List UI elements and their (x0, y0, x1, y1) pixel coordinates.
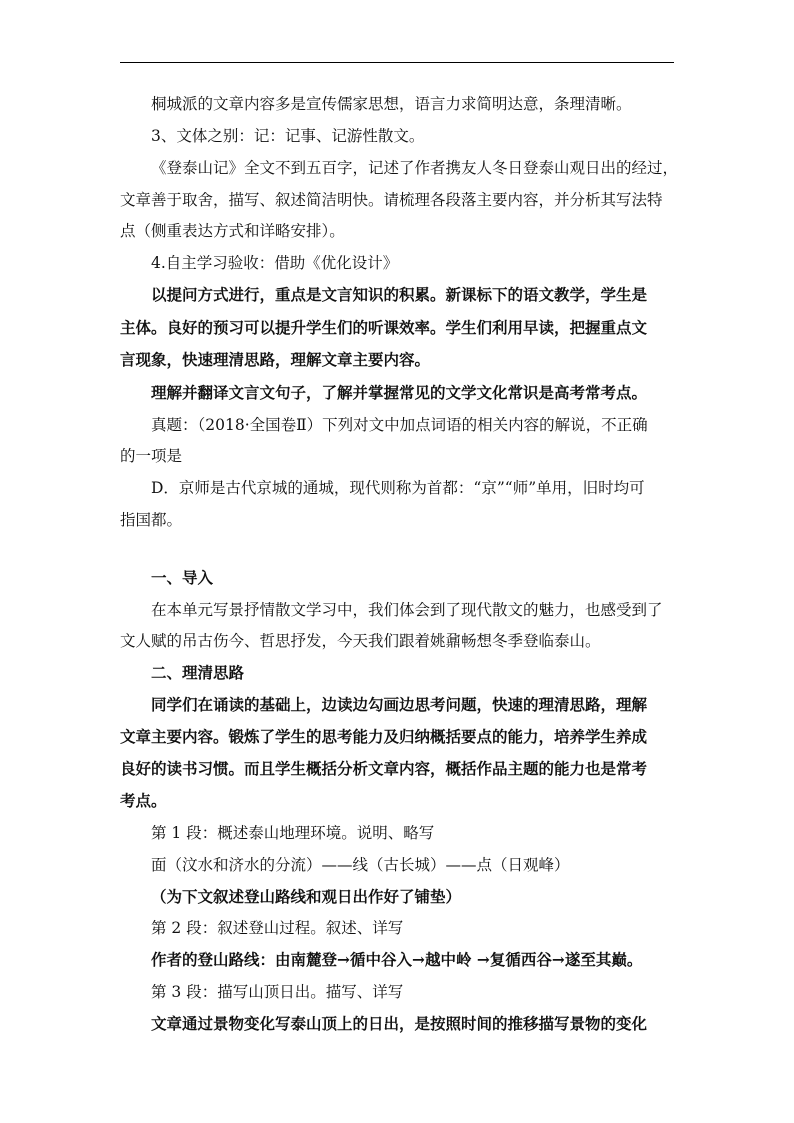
body-line: 3、文体之别：记：记事、记游性散文。 (151, 127, 425, 145)
body-line: 面（汶水和济水的分流）——线（古长城）——点（日观峰） (151, 856, 570, 874)
body-line: 在本单元写景抒情散文学习中，我们体会到了现代散文的魅力，也感受到了 (151, 601, 663, 619)
body-line: 桐城派的文章内容多是宣传儒家思想，语言力求简明达意，条理清晰。 (151, 95, 632, 113)
body-line-bold: 文章主要内容。锻炼了学生的思考能力及归纳概括要点的能力，培养学生养成 (120, 727, 648, 746)
body-line-bold: 以提问方式进行，重点是文言知识的积累。新课标下的语文教学，学生是 (151, 285, 648, 304)
body-line: 4.自主学习验收：借助《优化设计》 (151, 254, 399, 272)
body-line: 第 1 段：概述泰山地理环境。说明、略写 (151, 824, 435, 842)
body-line: D．京师是古代京城的通城，现代则称为首都：“京”“师”单用，旧时均可 (151, 479, 645, 497)
body-line-bold: 同学们在诵读的基础上，边读边勾画边思考问题，快速的理清思路，理解 (151, 695, 648, 714)
body-line: 点（侧重表达方式和详略安排）。 (120, 222, 345, 240)
body-line: 的一项是 (120, 447, 183, 465)
body-line: 文章善于取舍，描写、叙述简洁明快。请梳理各段落主要内容，并分析其写法特 (120, 191, 663, 209)
body-line: 真题：（2018·全国卷Ⅱ）下列对文中加点词语的相关内容的解说，不正确 (151, 416, 648, 434)
body-line-bold: 理解并翻译文言文句子，了解并掌握常见的文学文化常识是高考常考点。 (151, 383, 648, 402)
body-line-bold: 作者的登山路线：由南麓登→循中谷入→越中岭 →复循西谷→遂至其巅。 (151, 950, 643, 969)
body-line: 第 2 段：叙述登山过程。叙述、详写 (151, 919, 404, 937)
body-line-bold: 主体。良好的预习可以提升学生们的听课效率。学生们利用早读，把握重点文 (120, 318, 648, 337)
body-line-bold: 良好的读书习惯。而且学生概括分析文章内容，概括作品主题的能力也是常考 (120, 759, 648, 778)
body-line-bold: 言现象，快速理清思路，理解文章主要内容。 (120, 350, 431, 369)
section-heading: 二、理清思路 (151, 663, 245, 682)
body-line: 《登泰山记》全文不到五百字，记述了作者携友人冬日登泰山观日出的经过， (151, 159, 679, 177)
body-line-bold: （为下文叙述登山路线和观日出作好了铺垫） (151, 887, 462, 906)
section-heading: 一、导入 (151, 568, 214, 587)
body-line: 指国都。 (120, 511, 183, 529)
body-line-bold: 考点。 (120, 791, 167, 810)
body-line: 第 3 段：描写山顶日出。描写、详写 (151, 983, 404, 1001)
body-line: 文人赋的吊古伤今、哲思抒发，今天我们跟着姚鼐畅想冬季登临泰山。 (120, 632, 601, 650)
header-rule (120, 62, 674, 63)
body-line-bold: 文章通过景物变化写泰山顶上的日出，是按照时间的推移描写景物的变化 (151, 1014, 648, 1033)
